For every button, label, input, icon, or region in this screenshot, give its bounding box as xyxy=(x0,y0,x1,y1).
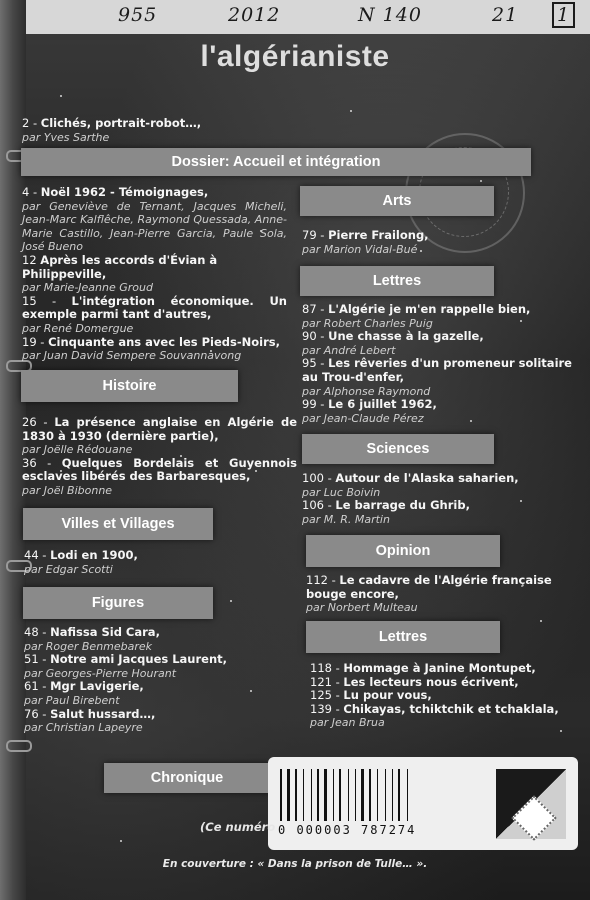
toc-item: 48 - Nafissa Sid Cara, par Roger Benmebarek xyxy=(24,625,160,653)
toc-item: 26 - La présence anglaise en Algérie de 1830 à 1930 (dernière partie), par Joëlle Rédouane xyxy=(22,415,297,457)
toc-item: 95 - Les rêveries d'un promeneur solitaire au Trou-d'enfer, par Alphonse Raymond xyxy=(302,356,572,398)
section-villes: Villes et Villages xyxy=(23,508,213,540)
toc-intro: 2 - Clichés, portrait-robot…, par Yves Sarthe xyxy=(22,116,202,144)
toc-list-lettres-2 xyxy=(310,662,580,730)
handwritten-corner: 1 xyxy=(552,2,575,28)
barcode-number: 0 000003 787274 xyxy=(278,823,417,837)
footer-partial-text: (Ce numéro xyxy=(200,820,276,834)
toc-item: 87 - L'Algérie je m'en rappelle bien, par Robert Charles Puig xyxy=(302,302,531,330)
section-lettres-2: Lettres xyxy=(306,621,500,653)
star-dot xyxy=(120,840,122,842)
section-arts: Arts xyxy=(300,186,494,216)
barcode-bar xyxy=(398,769,400,821)
barcode-bar xyxy=(361,769,364,821)
binding-ring xyxy=(6,740,32,752)
section-histoire: Histoire xyxy=(21,370,238,402)
star-dot xyxy=(560,730,562,732)
barcode-bar xyxy=(280,769,282,821)
barcode-bar xyxy=(339,769,341,821)
toc-item: 44 - Lodi en 1900, par Edgar Scotti xyxy=(24,548,138,576)
barcode-bar xyxy=(377,769,378,821)
toc-item: 90 - Une chasse à la gazelle, par André Lebert xyxy=(302,329,484,357)
toc-item: 15 - L'intégration économique. Un exemple parmi tant d'autres, par René Domergue xyxy=(22,293,287,335)
section-chronique: Chronique xyxy=(104,763,270,793)
toc-item: 112 - Le cadavre de l'Algérie française bouge encore, par Norbert Multeau xyxy=(306,573,552,615)
toc-list-sciences xyxy=(302,472,572,526)
barcode-bar xyxy=(333,769,334,821)
toc-list-figures xyxy=(24,626,284,735)
barcode-bar xyxy=(407,769,408,821)
toc-list-dossier xyxy=(22,186,287,363)
toc-list-lettres xyxy=(302,303,580,425)
barcode-bar xyxy=(355,769,356,821)
star-dot xyxy=(60,95,62,97)
section-lettres: Lettres xyxy=(300,266,494,296)
barcode-bar xyxy=(324,769,327,821)
toc-item: 51 - Notre ami Jacques Laurent, par Georges-Pierre Hourant xyxy=(24,652,228,680)
toc-item: 12 Après les accords d'Évian à Philippeville, par Marie-Jeanne Groud xyxy=(22,252,218,295)
toc-item: 36 - Quelques Bordelais et Guyennois esclaves libérés des Barbaresques, par Joël Bibonne xyxy=(22,455,297,497)
toc-list-villes xyxy=(24,549,284,576)
section-opinion: Opinion xyxy=(306,535,500,567)
star-dot xyxy=(230,600,232,602)
barcode-bar xyxy=(287,769,290,821)
toc-item: 106 - Le barrage du Ghrib, par M. R. Martin xyxy=(302,498,470,526)
handwritten-year: 2012 xyxy=(228,4,281,26)
handwritten-number: 21 xyxy=(492,4,519,26)
barcode-bar xyxy=(295,769,297,821)
section-sciences: Sciences xyxy=(302,434,494,464)
toc-item: 99 - Le 6 juillet 1962, par Jean-Claude Pérez xyxy=(302,397,437,425)
barcode-bar xyxy=(348,769,349,821)
barcode-bar xyxy=(317,769,319,821)
toc-item: 121 - Les lecteurs nous écrivent, xyxy=(310,674,519,689)
cover-caption: En couverture : « Dans la prison de Tulle… ». xyxy=(162,858,428,870)
toc-list-histoire xyxy=(22,416,297,498)
barcode-bar xyxy=(369,769,371,821)
star-dot xyxy=(350,110,352,112)
handwritten-code: 955 xyxy=(118,4,158,26)
section-figures: Figures xyxy=(23,587,213,619)
barcode-sticker xyxy=(268,757,578,850)
barcode-bar xyxy=(303,769,304,821)
toc-item: 125 - Lu pour vous, xyxy=(310,688,432,703)
barcode-bar xyxy=(311,769,312,821)
toc-item: 76 - Salut hussard…, par Christian Lapeyre xyxy=(24,706,156,735)
toc-item: 61 - Mgr Lavigerie, par Paul Birebent xyxy=(24,679,144,707)
toc-item: 19 - Cinquante ans avec les Pieds-Noirs, par Juan David Sempere Souvannavong xyxy=(22,334,280,363)
barcode-bars xyxy=(280,769,470,821)
toc-item: 4 - Noël 1962 - Témoignages, par Geneviève de Ternant, Jacques Micheli, Jean-Marc Kalflêche, Raymond Quessada, Anne-Marie Castillo, Jean-Pierre Garcia, Paule Sola, José Bueno xyxy=(22,185,287,254)
handwritten-issue: N 140 xyxy=(358,4,422,26)
toc-item: 139 - Chikayas, tchiktchik et tchaklala, par Jean Brua xyxy=(310,701,559,730)
section-dossier: Dossier: Accueil et intégration xyxy=(21,148,531,176)
barcode-bar xyxy=(385,769,386,821)
toc-list-opinion xyxy=(306,574,584,615)
star-dot xyxy=(540,620,542,622)
toc-item: 100 - Autour de l'Alaska saharien, par Luc Boivin xyxy=(302,471,519,499)
toc-item: 79 - Pierre Frailong, par Marion Vidal-Bué xyxy=(302,228,429,256)
toc-item: 118 - Hommage à Janine Montupet, xyxy=(310,661,536,675)
barcode-bar xyxy=(392,769,393,821)
magazine-title: l'algérianiste xyxy=(200,40,390,73)
toc-list-arts xyxy=(302,229,572,256)
